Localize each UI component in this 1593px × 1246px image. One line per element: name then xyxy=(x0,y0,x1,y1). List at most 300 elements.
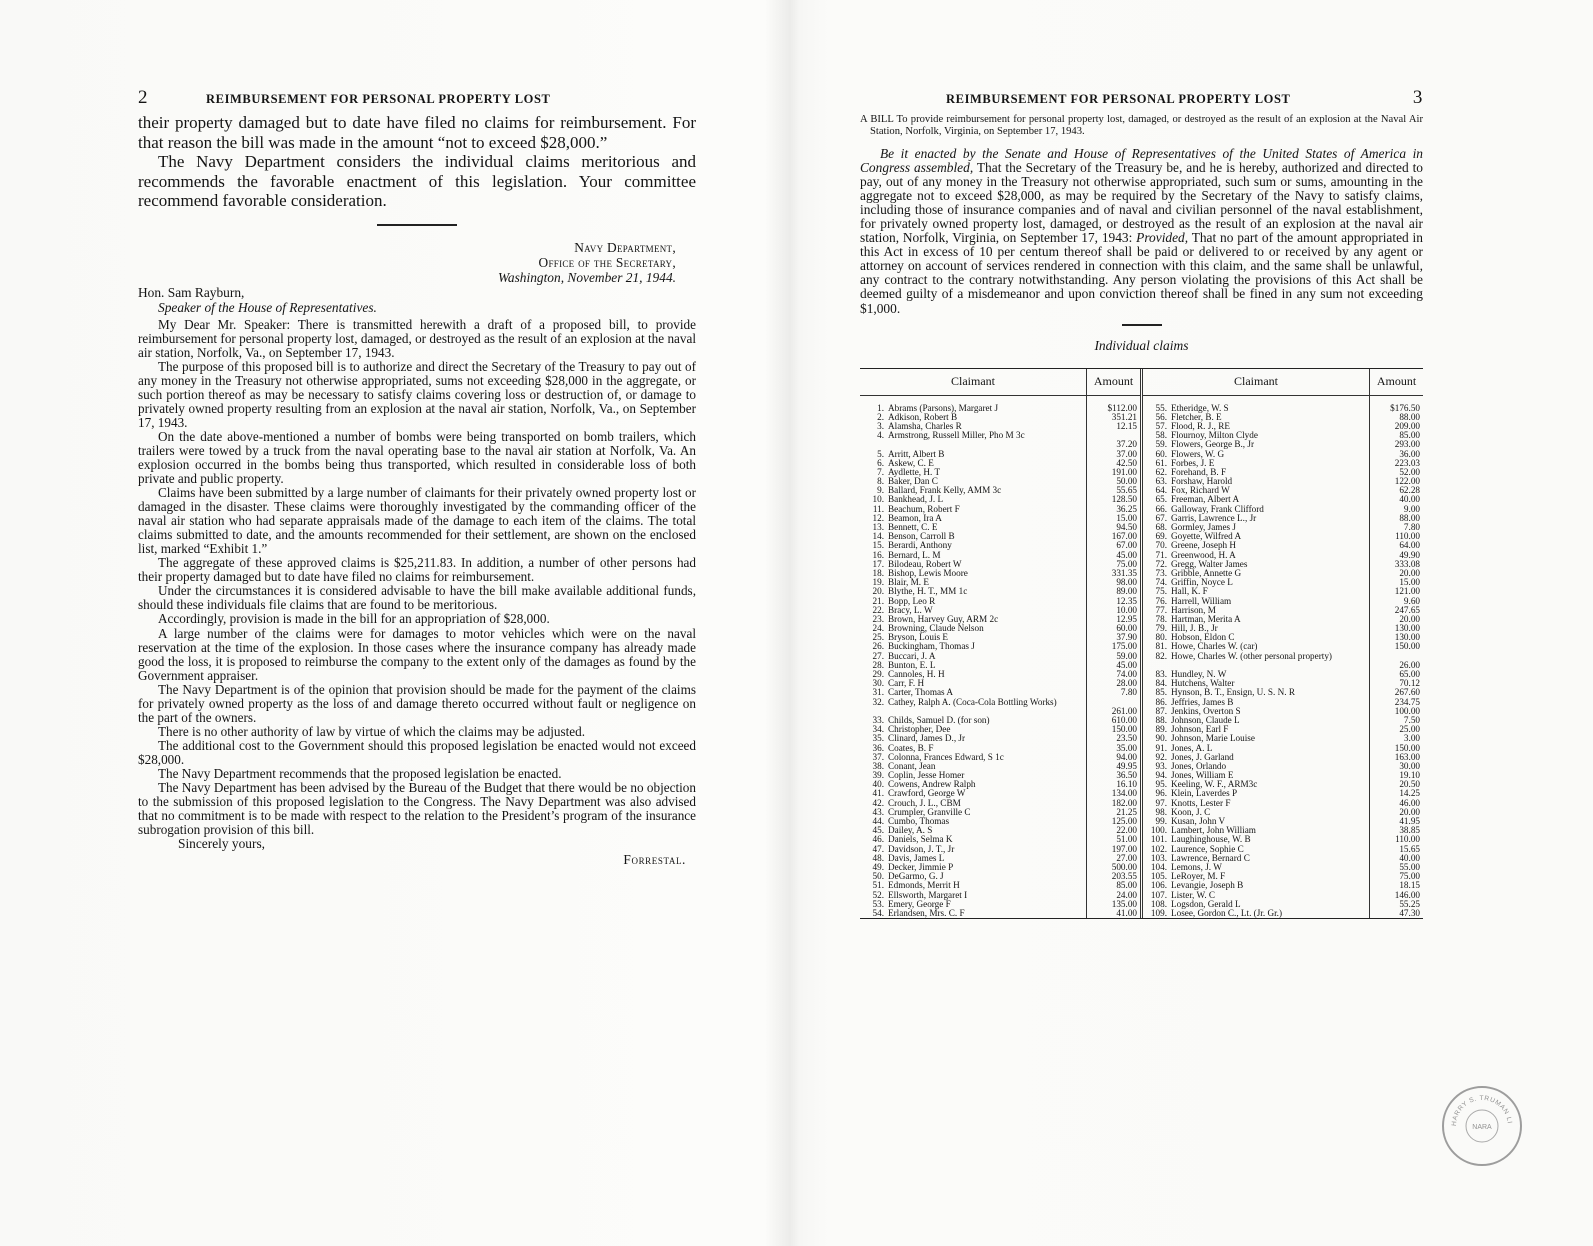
claim-row xyxy=(860,633,1086,642)
claim-row xyxy=(1143,771,1369,780)
claim-row xyxy=(1143,450,1369,459)
claimant-name: Blair, M. E xyxy=(888,578,929,588)
claim-number: 83. xyxy=(1155,670,1167,680)
claim-row xyxy=(1143,789,1369,798)
bill-body: That the Secretary of the Treasury be, and he is hereby, authorized and directed to pay, out of any money in the Treasury not otherwise appropriated, such sum or sums, amounting in the aggregate not to exceed $28,000, as may be required by the Secretary of the Navy to satisfy claims, including those of insurance companies and of naval and civilian personnel of the naval establishment, for privately owned property lost, damaged, or destroyed as the result of an explosion at the naval air station, Norfolk, Virginia, on September 17, 1943: xyxy=(860,160,1424,246)
amount-header: Amount xyxy=(1370,369,1423,396)
claimant-name: Forbes, J. E xyxy=(1171,458,1215,468)
claim-number: 35. xyxy=(872,734,884,744)
claim-number: 5. xyxy=(877,449,884,459)
claim-row xyxy=(1143,688,1369,697)
claimant-name: Goyette, Wilfred A xyxy=(1171,532,1242,542)
claim-amount: 12.15 xyxy=(1116,421,1137,431)
claim-amount: 49.95 xyxy=(1116,761,1137,771)
claim-number: 51. xyxy=(872,881,884,891)
claimant-name: Knotts, Lester F xyxy=(1171,798,1231,808)
claimant-name: Benson, Carroll B xyxy=(888,532,955,542)
claim-row xyxy=(1143,900,1369,909)
claim-amount: 121.00 xyxy=(1394,587,1420,597)
claimant-name: Buckingham, Thomas J xyxy=(888,642,975,652)
amount-header: Amount xyxy=(1087,369,1140,396)
claim-row xyxy=(860,477,1086,486)
claim-number: 97. xyxy=(1155,798,1167,808)
claimant-name: Carter, Thomas A xyxy=(888,688,954,698)
claimant-name: Flood, R. J., RE xyxy=(1171,421,1230,431)
claim-row xyxy=(860,578,1086,587)
claim-number: 88. xyxy=(1155,715,1167,725)
claimant-name: Johnson, Claude L xyxy=(1171,715,1240,725)
claimant-name: Kusan, John V xyxy=(1171,817,1226,827)
claimant-name: Coates, B. F xyxy=(888,743,934,753)
claim-row xyxy=(1143,762,1369,771)
claimant-name: Cumbo, Thomas xyxy=(888,817,950,827)
claim-number: 21. xyxy=(872,596,884,606)
claim-row xyxy=(1143,780,1369,789)
claimant-name: Colonna, Frances Edward, S 1c xyxy=(888,752,1004,762)
claimant-name: Abrams (Parsons), Margaret J xyxy=(888,403,999,413)
letter-date: Washington, November 21, 1944. xyxy=(497,269,676,285)
claimant-name: Emery, George F xyxy=(888,899,951,909)
claim-row xyxy=(1143,560,1369,569)
claim-number: 34. xyxy=(872,725,884,735)
claim-row xyxy=(860,495,1086,504)
claim-row xyxy=(860,744,1086,753)
claim-amount: 150.00 xyxy=(1394,743,1420,753)
claim-row xyxy=(860,698,1086,716)
claimant-name: Losee, Gordon C., Lt. (Jr. Gr.) xyxy=(1171,908,1282,918)
claim-amount: 15.00 xyxy=(1399,578,1420,588)
claim-number: 9. xyxy=(877,486,884,496)
claim-amount: 94.00 xyxy=(1116,752,1137,762)
claim-amount: 75.00 xyxy=(1399,872,1420,882)
claim-row xyxy=(1143,872,1369,881)
claim-number: 70. xyxy=(1155,541,1167,551)
claimant-name: Dailey, A. S xyxy=(888,826,933,836)
claim-amount: 25.00 xyxy=(1399,725,1420,735)
claim-row xyxy=(1143,422,1369,431)
claimant-name: Childs, Samuel D. (for son) xyxy=(888,715,990,725)
claim-row xyxy=(1143,569,1369,578)
section-divider xyxy=(1122,324,1162,326)
claim-number: 69. xyxy=(1155,532,1167,542)
claim-number: 61. xyxy=(1155,458,1167,468)
claim-number: 94. xyxy=(1155,771,1167,781)
claimant-name: Howe, Charles W. (car) xyxy=(1171,642,1258,652)
claimant-name: Davidson, J. T., Jr xyxy=(888,844,955,854)
letter-paragraph: A large number of the claims were for damages to motor vehicles which were on the naval reservation at the time of the explosion. In those cases where the insurance company has already made good the loss, it is proposed to reimburse the company to the extent only of the damages as found by the Government appraiser. xyxy=(138,625,696,683)
claimant-name: Garris, Lawrence L., Jr xyxy=(1171,513,1257,523)
claim-number: 105. xyxy=(1150,872,1167,882)
claim-amount: 38.85 xyxy=(1399,826,1420,836)
claim-row xyxy=(1143,578,1369,587)
claim-amount: 293.00 xyxy=(1394,440,1420,450)
claimant-name: Keeling, W. F., ARM3c xyxy=(1171,780,1258,790)
claim-row xyxy=(1143,753,1369,762)
claim-number: 31. xyxy=(872,688,884,698)
claimant-name: Koon, J. C xyxy=(1171,807,1211,817)
claimant-name: Forshaw, Harold xyxy=(1171,477,1233,487)
claimant-name: Aydlette, H. T xyxy=(888,467,941,477)
letter-paragraph: Accordingly, provision is made in the bill for an appropriation of $28,000. xyxy=(158,611,550,627)
claim-amount: 45.00 xyxy=(1116,550,1137,560)
claim-amount: 55.00 xyxy=(1399,862,1420,872)
claim-number: 86. xyxy=(1155,697,1167,707)
claim-row xyxy=(860,771,1086,780)
page-number: 2 xyxy=(138,87,149,108)
claim-amount: 130.00 xyxy=(1394,633,1420,643)
claim-row xyxy=(860,560,1086,569)
claim-amount: 41.95 xyxy=(1399,817,1420,827)
claim-number: 59. xyxy=(1155,440,1167,450)
claimant-name: Cathey, Ralph A. (Coca-Cola Bottling Works) xyxy=(888,697,1057,707)
claim-number: 108. xyxy=(1150,899,1167,909)
letter-paragraph: The Navy Department recommends that the proposed legislation be enacted. xyxy=(158,766,562,781)
claim-row xyxy=(860,431,1086,449)
claim-number: 64. xyxy=(1155,486,1167,496)
claim-amount: 197.00 xyxy=(1111,844,1137,854)
claimant-name: Askew, C. E xyxy=(888,458,934,468)
claims-column-left xyxy=(860,369,1140,919)
claim-amount: $176.50 xyxy=(1390,403,1420,413)
claim-number: 24. xyxy=(872,624,884,634)
claim-amount: 35.00 xyxy=(1116,743,1137,753)
claimant-name: Buccari, J. A xyxy=(888,651,936,661)
claimant-name: Bunton, E. L xyxy=(888,660,936,670)
claim-number: 19. xyxy=(872,578,884,588)
claim-number: 46. xyxy=(872,835,884,845)
claim-amount: 16.10 xyxy=(1116,780,1137,790)
claim-row xyxy=(1143,541,1369,550)
letter-paragraph: My Dear Mr. Speaker: There is transmitted herewith a draft of a proposed bill, to provide reimbursement for personal property lost, damaged, or destroyed as the result of an explosion at the naval air station, Norfolk, Va., on September 17, 1943. xyxy=(138,316,696,360)
claim-number: 27. xyxy=(872,651,884,661)
claim-amount: 20.00 xyxy=(1399,568,1420,578)
claimant-name: Hartman, Merita A xyxy=(1171,614,1241,624)
claim-amount: 46.00 xyxy=(1399,798,1420,808)
claimant-name: Levangie, Joseph B xyxy=(1171,881,1244,891)
claim-number: 103. xyxy=(1150,853,1167,863)
report-text xyxy=(138,113,696,211)
claim-amount: 9.00 xyxy=(1403,504,1420,514)
claim-row xyxy=(860,413,1086,422)
claim-amount: 14.25 xyxy=(1399,789,1420,799)
claimant-name: Hobson, Eldon C xyxy=(1171,633,1235,643)
claim-amount: 500.00 xyxy=(1111,862,1137,872)
running-head xyxy=(860,87,1423,112)
running-head-title: REIMBURSEMENT FOR PERSONAL PROPERTY LOST xyxy=(946,92,1291,106)
claim-row xyxy=(860,670,1086,679)
claim-row xyxy=(860,541,1086,550)
claimant-name: Bernard, L. M xyxy=(888,550,941,560)
claim-row xyxy=(1143,909,1369,918)
claim-number: 36. xyxy=(872,743,884,753)
claimant-name: Fletcher, B. E xyxy=(1171,412,1222,422)
stamp-graphic xyxy=(1444,1088,1520,1164)
claimant-name: Forehand, B. F xyxy=(1171,467,1227,477)
claim-number: 17. xyxy=(872,559,884,569)
claimant-name: Howe, Charles W. (other personal property) xyxy=(1171,651,1332,661)
claim-number: 95. xyxy=(1155,780,1167,790)
claim-row xyxy=(860,863,1086,872)
claim-row xyxy=(860,450,1086,459)
claim-number: 29. xyxy=(872,670,884,680)
claimant-name: Beachum, Robert F xyxy=(888,504,960,514)
claim-number: 43. xyxy=(872,807,884,817)
claimant-name: Jeffries, James B xyxy=(1171,697,1234,707)
claim-amount: 135.00 xyxy=(1111,899,1137,909)
claimant-header: Claimant xyxy=(1143,369,1369,396)
claim-amount: 67.00 xyxy=(1116,541,1137,551)
claim-row xyxy=(860,523,1086,532)
claimant-name: Carr, F. H xyxy=(888,679,925,689)
claim-amount: 223.03 xyxy=(1394,458,1420,468)
claim-amount: 110.00 xyxy=(1395,532,1420,542)
amount-list xyxy=(1370,404,1423,919)
claim-amount: 331.35 xyxy=(1111,568,1137,578)
claim-row xyxy=(860,514,1086,523)
claim-amount: 19.10 xyxy=(1399,771,1420,781)
claim-amount: 130.00 xyxy=(1394,624,1420,634)
claimant-name: Jones, William E xyxy=(1171,771,1234,781)
claim-amount: 12.35 xyxy=(1116,596,1137,606)
running-head-title: REIMBURSEMENT FOR PERSONAL PROPERTY LOST xyxy=(206,92,551,106)
claimant-name: Flowers, W. G xyxy=(1171,449,1225,459)
claimant-name: Jones, Orlando xyxy=(1171,761,1227,771)
claim-row xyxy=(860,845,1086,854)
claim-row xyxy=(860,597,1086,606)
claims-table xyxy=(860,368,1423,920)
claim-amount: 27.00 xyxy=(1116,853,1137,863)
claim-number: 33. xyxy=(872,715,884,725)
claim-amount: 15.00 xyxy=(1116,513,1137,523)
claim-row xyxy=(1143,725,1369,734)
claim-row xyxy=(1143,404,1369,413)
claim-number: 96. xyxy=(1155,789,1167,799)
claimant-name: Harrison, M xyxy=(1171,605,1216,615)
claimant-name: Brown, Harvey Guy, ARM 2c xyxy=(888,614,999,624)
claim-row xyxy=(1143,652,1369,670)
enacting-clause: Be it enacted by the Senate and House of Representatives of the United States of America in Congress assembled, xyxy=(860,146,1423,176)
letter-paragraph: The purpose of this proposed bill is to authorize and direct the Secretary of the Treasury to pay out of any money in the Treasury not otherwise appropriated, sums not exceeding $28,000 in the aggregate, or such portion thereof as may be necessary to satisfy claims covering loss or destruction of, or damage to privately owned property resulting from an explosion at the naval air station, Norfolk, Va., on September 17, 1943. xyxy=(138,358,696,430)
claim-amount: 125.00 xyxy=(1111,817,1137,827)
claim-number: 87. xyxy=(1155,706,1167,716)
claimant-name: Bilodeau, Robert W xyxy=(888,559,962,569)
letter-paragraph: The Navy Department is of the opinion that provision should be made for the payment of the claims for privately owned property as the loss of and damage thereto occurred without fault or negligence on the part of the owners. xyxy=(138,681,696,725)
claim-row xyxy=(860,835,1086,844)
claimant-name: Hall, K. F xyxy=(1171,587,1208,597)
claim-amount: 88.00 xyxy=(1399,412,1420,422)
claim-amount: 3.00 xyxy=(1403,734,1420,744)
claim-number: 7. xyxy=(877,467,884,477)
claimant-name: DeGarmo, G. J xyxy=(888,872,944,882)
claim-number: 14. xyxy=(872,532,884,542)
claim-row xyxy=(860,652,1086,661)
claim-row xyxy=(1143,495,1369,504)
claimant-name: Harrell, William xyxy=(1171,596,1232,606)
claim-number: 58. xyxy=(1155,431,1167,441)
claim-row xyxy=(1143,532,1369,541)
claim-amount: 89.00 xyxy=(1116,587,1137,597)
claim-amount: 191.00 xyxy=(1111,467,1137,477)
claim-number: 76. xyxy=(1155,596,1167,606)
claim-row xyxy=(860,486,1086,495)
claimant-name: Hill, J. B., Jr xyxy=(1171,624,1218,634)
claim-amount xyxy=(1370,652,1423,670)
letter-closing: Sincerely yours, xyxy=(178,836,266,852)
claimant-name: Cowens, Andrew Ralph xyxy=(888,780,976,790)
claim-amount: 85.00 xyxy=(1399,431,1420,441)
claim-number: 8. xyxy=(877,477,884,487)
claim-amount: 98.00 xyxy=(1116,578,1137,588)
claim-row xyxy=(1143,845,1369,854)
claim-number: 67. xyxy=(1155,513,1167,523)
bill-paragraph xyxy=(860,147,1423,316)
claims-column-right xyxy=(1140,369,1423,919)
claim-amount: 75.00 xyxy=(1116,559,1137,569)
claim-number: 79. xyxy=(1155,624,1167,634)
claim-row xyxy=(860,762,1086,771)
claimant-name: Adkison, Robert B xyxy=(888,412,958,422)
claim-row xyxy=(860,505,1086,514)
claim-number: 45. xyxy=(872,826,884,836)
claim-number: 53. xyxy=(872,899,884,909)
claimant-name: Crumpler, Granville C xyxy=(888,807,971,817)
claimant-name: Edmonds, Merrit H xyxy=(888,881,960,891)
claimant-name: Fox, Richard W xyxy=(1171,486,1230,496)
claim-row xyxy=(1143,642,1369,651)
claim-row xyxy=(860,826,1086,835)
claim-number: 56. xyxy=(1155,412,1167,422)
claim-number: 54. xyxy=(872,908,884,918)
claim-number: 68. xyxy=(1155,523,1167,532)
claim-number: 73. xyxy=(1155,568,1167,578)
claim-amount: $112.00 xyxy=(1107,403,1137,413)
claim-amount: 62.28 xyxy=(1399,486,1420,496)
claim-number: 75. xyxy=(1155,587,1167,597)
claim-number: 92. xyxy=(1155,752,1167,762)
claim-row xyxy=(1143,863,1369,872)
claim-amount-value: 26.00 xyxy=(1399,659,1420,670)
claim-number: 40. xyxy=(872,780,884,790)
claimant-name: Lawrence, Bernard C xyxy=(1171,853,1250,863)
claim-number: 11. xyxy=(872,504,884,514)
claim-row xyxy=(1143,459,1369,468)
claim-amount: 42.50 xyxy=(1116,458,1137,468)
claim-amount: 234.75 xyxy=(1394,697,1420,707)
claim-row xyxy=(1143,698,1369,707)
amount-column xyxy=(1086,369,1140,919)
claim-row xyxy=(1143,799,1369,808)
addressee-title: Speaker of the House of Representatives. xyxy=(158,299,377,315)
claimant-header: Claimant xyxy=(860,369,1086,396)
claim-amount: 30.00 xyxy=(1399,761,1420,771)
letter-paragraph: The additional cost to the Government should this proposed legislation be enacted would not exceed $28,000. xyxy=(138,737,696,767)
claimant-name: Logsdon, Gerald L xyxy=(1171,899,1241,909)
claimant-name: Lambert, John William xyxy=(1171,826,1256,836)
claim-amount: 40.00 xyxy=(1399,495,1420,505)
claim-number: 44. xyxy=(872,817,884,827)
claimant-name: Crouch, J. L., CBM xyxy=(888,798,961,808)
claim-number: 99. xyxy=(1155,817,1167,827)
amount-column xyxy=(1369,369,1423,919)
claimant-name: Baker, Dan C xyxy=(888,477,938,487)
claim-number: 71. xyxy=(1155,550,1167,560)
svg-text:HARRY S. TRUMAN LIBRARY xyxy=(1444,1088,1513,1126)
claim-amount: 20.00 xyxy=(1399,807,1420,817)
claim-amount: 134.00 xyxy=(1111,789,1137,799)
claimant-name: Berardi, Anthony xyxy=(888,541,952,551)
claimant-name: Johnson, Earl F xyxy=(1171,725,1229,735)
claimant-name: Greene, Joseph H xyxy=(1171,541,1237,551)
claim-row xyxy=(860,587,1086,596)
claim-amount: 20.00 xyxy=(1399,614,1420,624)
claim-row xyxy=(860,459,1086,468)
claim-row xyxy=(1143,670,1369,679)
page-number: 3 xyxy=(1412,87,1423,108)
claim-amount: 23.50 xyxy=(1116,734,1137,744)
claim-amount: 122.00 xyxy=(1394,477,1420,487)
claim-amount: 203.55 xyxy=(1111,872,1137,882)
claim-amount: 7.80 xyxy=(1403,523,1420,532)
claim-number: 48. xyxy=(872,853,884,863)
claim-number: 42. xyxy=(872,798,884,808)
claim-amount: 150.00 xyxy=(1111,725,1137,735)
claim-amount: 128.50 xyxy=(1111,495,1137,505)
claim-amount: 45.00 xyxy=(1116,660,1137,670)
addressee xyxy=(138,285,696,315)
claim-number: 57. xyxy=(1155,421,1167,431)
claim-amount: 182.00 xyxy=(1111,798,1137,808)
claim-row xyxy=(860,881,1086,890)
letterhead-department: Navy Department, xyxy=(574,239,676,255)
claim-row xyxy=(860,725,1086,734)
claimant-list xyxy=(1143,404,1369,919)
report-paragraph: The Navy Department considers the individual claims meritorious and recommends the favorable enactment of this legislation. Your committee recommend favorable consideration. xyxy=(138,152,696,210)
claim-number: 1. xyxy=(877,403,884,413)
claim-row xyxy=(860,799,1086,808)
claim-amount: 94.50 xyxy=(1116,523,1137,533)
claimant-name: Beamon, Ira A xyxy=(888,513,942,523)
claim-number: 25. xyxy=(872,633,884,643)
claim-amount: 7.50 xyxy=(1403,715,1420,725)
claim-row xyxy=(1143,744,1369,753)
claim-amount: 247.65 xyxy=(1394,605,1420,615)
claimant-name: Bankhead, J. L xyxy=(888,495,944,505)
claim-amount: 12.95 xyxy=(1116,614,1137,624)
claim-row xyxy=(1143,587,1369,596)
claim-amount: 163.00 xyxy=(1394,752,1420,762)
claim-row xyxy=(1143,606,1369,615)
claim-amount: 70.12 xyxy=(1399,679,1420,689)
claim-number: 6. xyxy=(877,458,884,468)
claim-amount: 10.00 xyxy=(1116,605,1137,615)
claimant-name: Gribble, Annette G xyxy=(1171,568,1242,578)
claim-amount: 50.00 xyxy=(1116,477,1137,487)
claim-row xyxy=(860,642,1086,651)
claim-row xyxy=(860,716,1086,725)
claim-number: 52. xyxy=(872,890,884,900)
claim-number: 65. xyxy=(1155,495,1167,505)
claimant-name: Clinard, James D., Jr xyxy=(888,734,966,744)
claimant-name: Bopp, Leo R xyxy=(888,596,936,606)
claim-row xyxy=(1143,505,1369,514)
claim-amount: 65.00 xyxy=(1399,670,1420,680)
claim-amount: 49.90 xyxy=(1399,550,1420,560)
claim-amount: 20.50 xyxy=(1399,780,1420,790)
claim-number: 13. xyxy=(872,523,884,533)
claimant-name: Decker, Jimmie P xyxy=(888,862,954,872)
claim-row xyxy=(860,661,1086,670)
claim-amount: 36.00 xyxy=(1399,449,1420,459)
